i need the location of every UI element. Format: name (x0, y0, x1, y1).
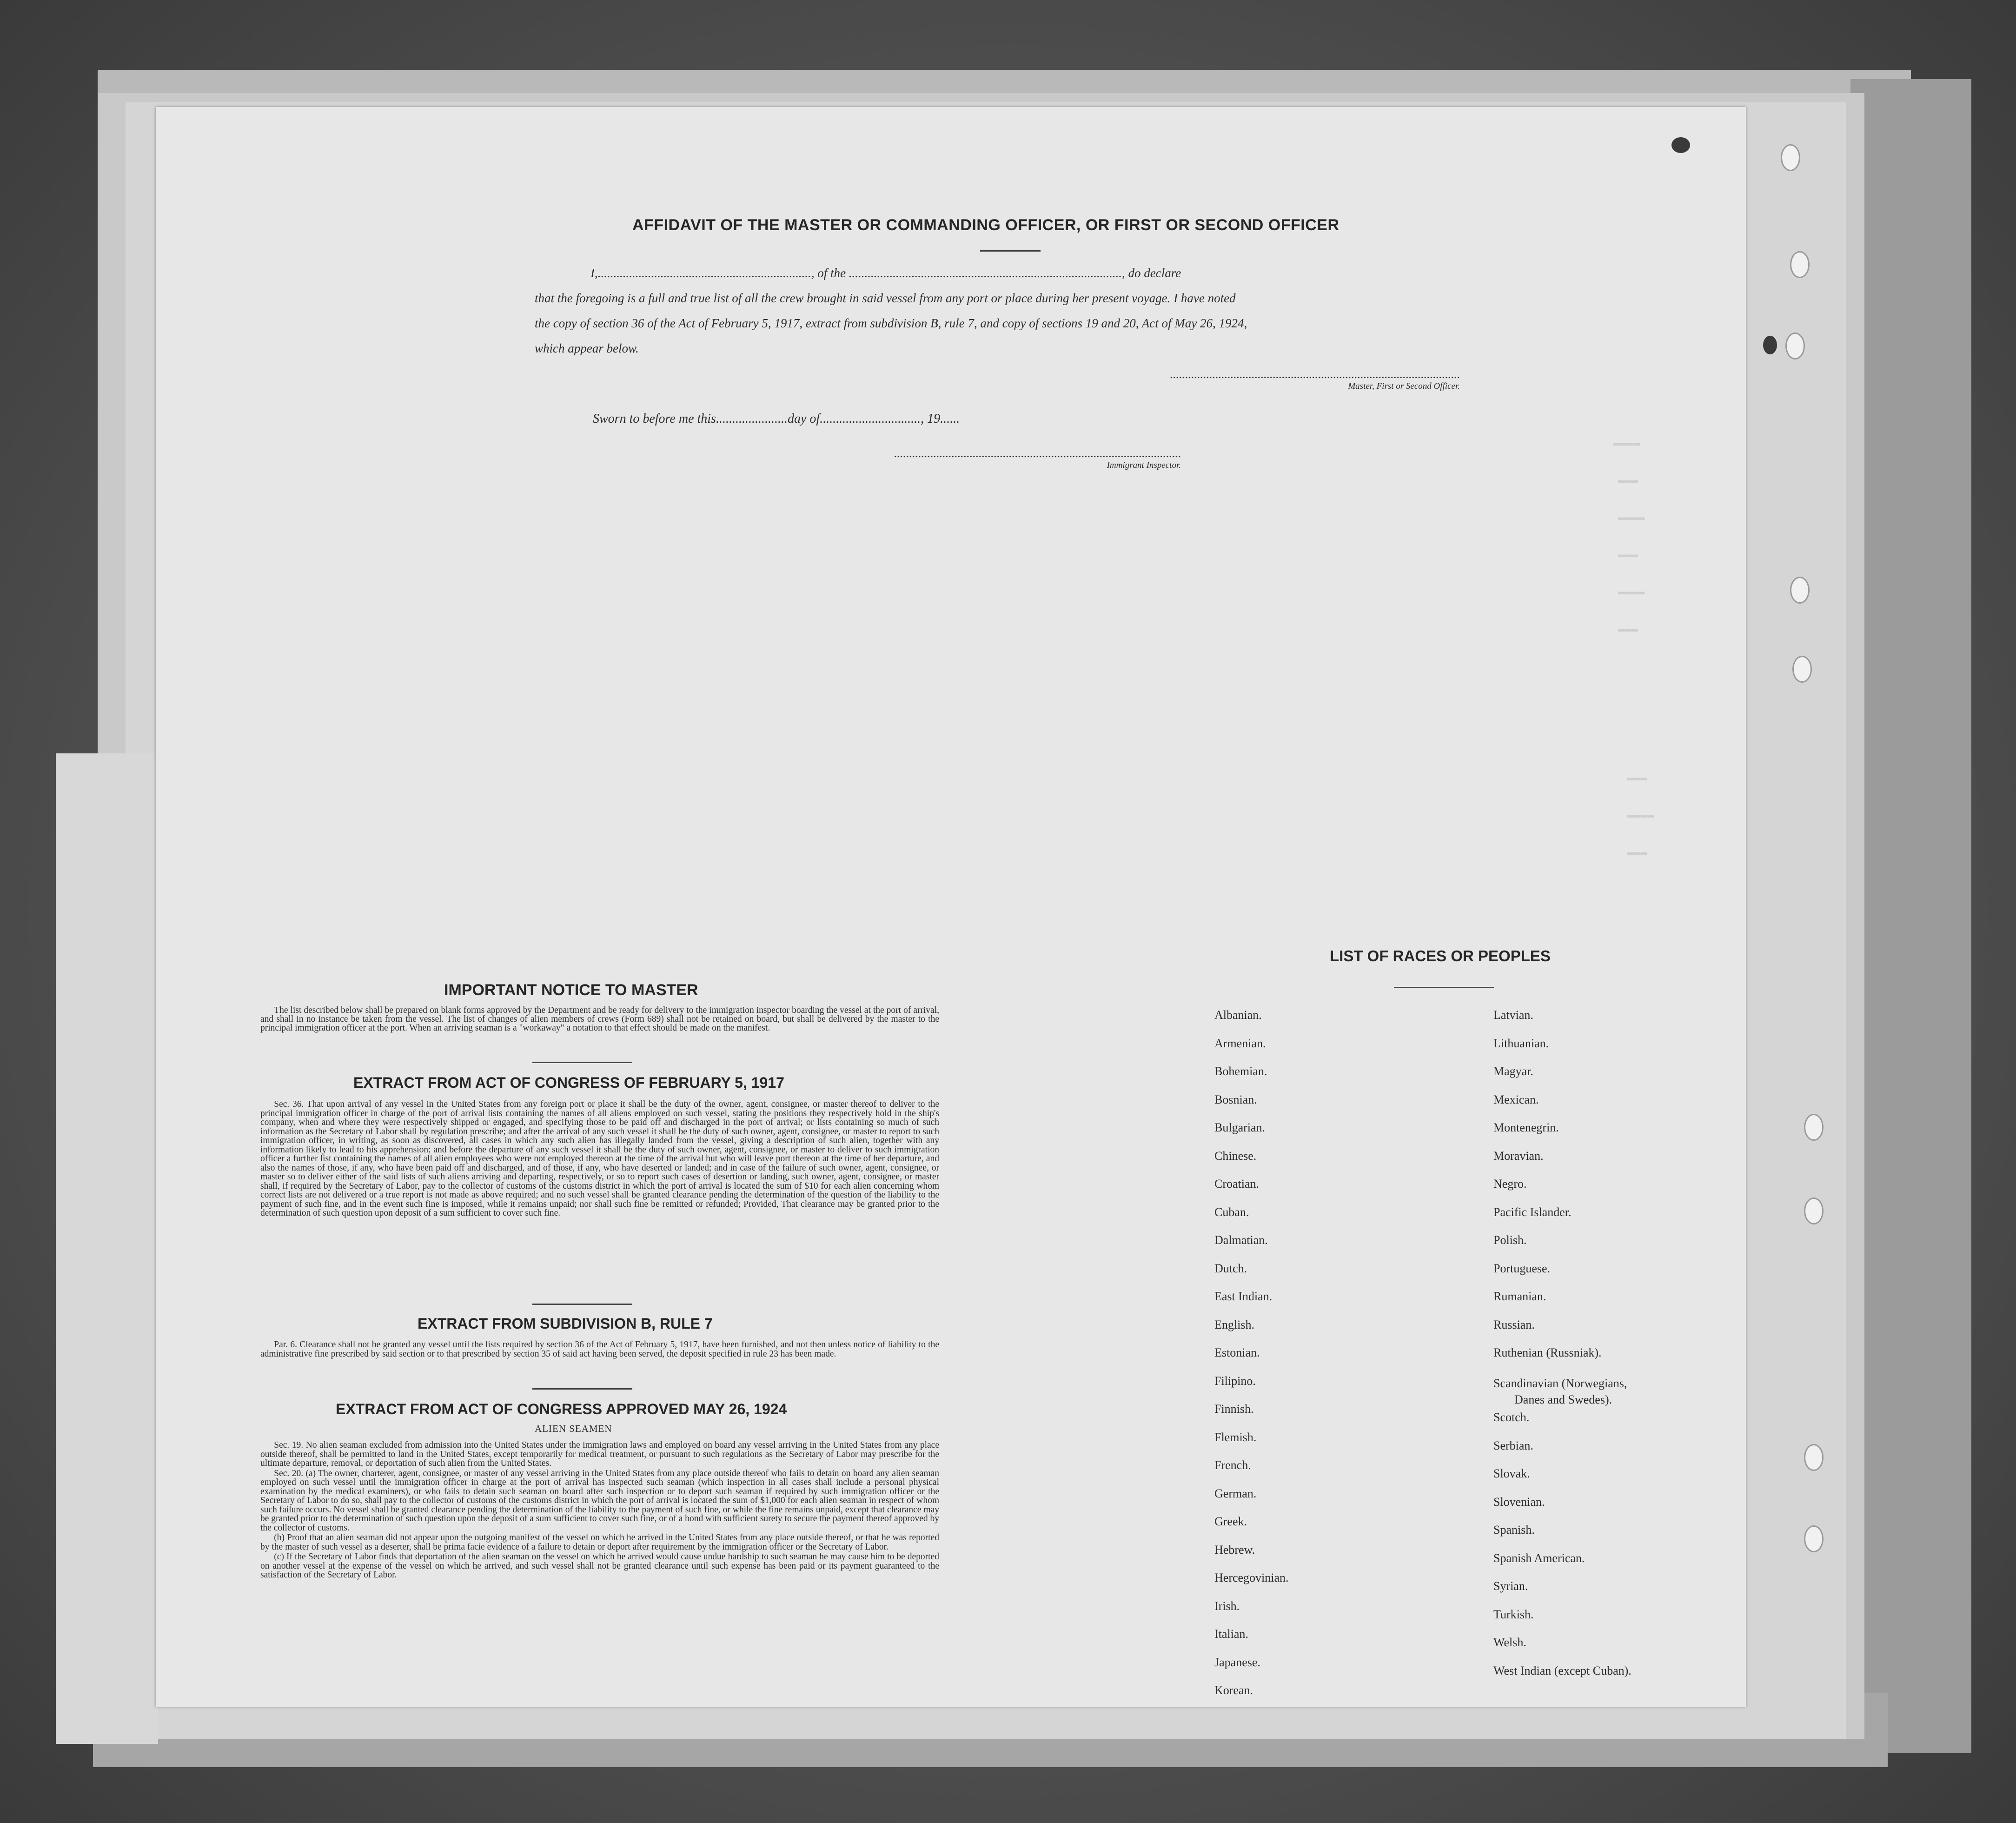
race-item: Negro. (1493, 1177, 1527, 1191)
notice-body: The list described below shall be prepared on blank forms approved by the Department and be ready for delivery to the immigration inspector boarding the vessel at the port of arrival, and shall in no instance be taken from the vessel. The list of changes of alien members of crews (Form 689) shall not be retained on board, but shall be delivered by the master to the principal immigration officer at the port. When an arriving seaman is a "workaway" a notation to that effect should be made on the manifest. (260, 1005, 939, 1033)
race-item: Hercegovinian. (1214, 1571, 1289, 1584)
section-19-text: Sec. 19. No alien seaman excluded from admission into the United States under the immigration laws and employed on board any vessel arriving in the United States from any place outside thereof, shall be permitted to land in the United States, except temporarily for medical treatment, or pursuant to such regulations as the Secretary of Labor may prescribe for the ultimate departure, removal, or deportation of such alien from the United States. (260, 1440, 939, 1468)
subdivision-b-body: Par. 6. Clearance shall not be granted any vessel until the lists required by section 36 of the Act of February 5, 1917, have been furnished, and not then unless notice of liability to the administrative fine prescribed by said section or to that prescribed by section 35 of said act having been served, the deposit specified in rule 23 has been made. (260, 1340, 939, 1359)
race-item: Filipino. (1214, 1374, 1256, 1388)
race-item: Chinese. (1214, 1149, 1257, 1163)
notice-title: IMPORTANT NOTICE TO MASTER (444, 981, 698, 999)
bleed-through-mark: ▬▬▬ (1627, 772, 1648, 785)
race-item: Irish. (1214, 1599, 1240, 1613)
race-item: Pacific Islander. (1493, 1205, 1572, 1219)
extract-1917-title: EXTRACT FROM ACT OF CONGRESS OF FEBRUARY 5, 1917 (353, 1074, 784, 1091)
extract-1924-body (260, 1441, 939, 1581)
race-item: Moravian. (1493, 1149, 1544, 1163)
sworn-statement: Sworn to before me this......................day of..............................., 19...... (593, 412, 960, 426)
signature-line: ............................................................................................... (894, 446, 1181, 460)
race-item: Polish. (1493, 1233, 1527, 1247)
binder-hole (1781, 144, 1800, 171)
race-item: Bulgarian. (1214, 1121, 1266, 1134)
binder-hole (1804, 1114, 1824, 1141)
binder-hole (1804, 1198, 1824, 1224)
signature-line: ................................................................................................ (1170, 367, 1460, 381)
race-item: Albanian. (1214, 1008, 1262, 1022)
subdivision-b-title: EXTRACT FROM SUBDIVISION B, RULE 7 (418, 1315, 713, 1332)
bleed-through-mark: ▬▬▬ (1618, 549, 1638, 561)
binder-hole (1804, 1444, 1824, 1471)
race-item: Estonian. (1214, 1346, 1260, 1359)
race-item: Danes and Swedes). (1514, 1392, 1612, 1406)
race-item: Latvian. (1493, 1008, 1533, 1022)
race-item: East Indian. (1214, 1290, 1273, 1303)
race-item: Hebrew. (1214, 1543, 1255, 1557)
race-item: English. (1214, 1317, 1254, 1331)
extract-1924-title: EXTRACT FROM ACT OF CONGRESS APPROVED MAY 26, 1924 (336, 1401, 787, 1417)
race-item: Dutch. (1214, 1261, 1247, 1275)
title-rule (980, 250, 1041, 252)
affidavit-line: which appear below. (535, 341, 639, 355)
race-item: Korean. (1214, 1683, 1253, 1697)
signature-label: Immigrant Inspector. (1107, 460, 1181, 470)
race-item: Dalmatian. (1214, 1233, 1268, 1247)
race-item: French. (1214, 1458, 1251, 1472)
bleed-through-mark: ▬▬▬▬ (1613, 437, 1640, 450)
bleed-through-mark: ▬▬▬ (1627, 846, 1648, 859)
section-20b-text: (b) Proof that an alien seaman did not appear upon the outgoing manifest of the vessel on which he arrived in the United States from any place outside thereof, or that he was reported by the master of such vessel as a deserter, shall be prima facie evidence of a failure to detain or deport after requirement by the immigration officer or the Secretary of Labor. (260, 1533, 939, 1552)
extract-1924-subtitle: ALIEN SEAMEN (535, 1423, 612, 1434)
section-20c-text: (c) If the Secretary of Labor finds that deportation of the alien seaman on the vessel on which he arrived would cause undue hardship to such seaman he may cause him to be deported on another vessel at the expense of the vessel on which he arrived, and such vessel shall not be granted clearance until such expense has been paid or its payment guaranteed to the satisfaction of the Secretary of Labor. (260, 1552, 939, 1580)
binder-right-edge (1850, 79, 1971, 1753)
race-item: West Indian (except Cuban). (1493, 1663, 1631, 1677)
section-rule (532, 1304, 632, 1305)
affidavit-line: I,...................................................................., of the ......................................................................................., do declare (590, 266, 1181, 280)
race-item: Russian. (1493, 1317, 1535, 1331)
section-20a-text: Sec. 20. (a) The owner, charterer, agent, consignee, or master of any vessel arriving in the United States from any place outside thereof who fails to detain on board any alien seaman employed on such vessel until the immigration officer in charge at the port of arrival has inspected such seaman (which inspection in all cases shall include a personal physical examination by the medical examiners), or who fails to detain such seaman on board after such inspection or to deport such seaman if required by such immigration officer or the Secretary of Labor to do so, shall pay to the collector of customs of the customs district in which the port of arrival is located the sum of $1,000 for each alien seaman in respect of whom such failure occurs. No vessel shall be granted clearance pending the determination of the liability to the payment of such fine, or while the fine remains unpaid, except that clearance may be granted prior to the determination of such question upon the deposit of a sum sufficient to cover such fine, or of a bond with sufficient surety to secure the payment thereof approved by the collector of customs. (260, 1468, 939, 1533)
race-item: Japanese. (1214, 1655, 1260, 1669)
race-item: Finnish. (1214, 1402, 1254, 1416)
ink-blot (1671, 137, 1690, 153)
bleed-through-mark: ▬▬▬ (1618, 623, 1638, 636)
extract-1917-body: Sec. 36. That upon arrival of any vessel in the United States from any foreign port or place it shall be the duty of the owner, agent, consignee, or master thereof to deliver to the principal immigration officer in charge of the port of arrival lists containing the names of all aliens employed on such vessel, stating the positions they respectively hold in the ship's company, when and where they were respectively shipped or engaged, and specifying those to be paid off and discharged in the port of arrival; or lists containing so much of such information as the Secretary of Labor shall by regulation prescribe; and after the arrival of any such vessel it shall be the duty of such owner, agent, consignee, or master to report to such immigration officer, in writing, as soon as discovered, all cases in which any such alien has illegally landed from the vessel, giving a description of such alien, together with any information likely to lead to his apprehension; and before the departure of any such vessel it shall be the duty of such owner, agent, consignee, or master to deliver to such immigration officer a further list containing the names of all alien employees who were not employed thereon at the time of the arrival but who will leave port thereon at the time of her departure, and also the names of those, if any, who have been paid off and discharged, and of those, if any, who have deserted or landed; and in case of the failure of such owner, agent, consignee, or master so to deliver either of the said lists of such aliens arriving and departing, respectively, or so to report such cases of desertion or landing, such owner, agent, consignee, or master shall, if required by the Secretary of Labor, pay to the collector of customs of the customs district in which the port of arrival is located the sum of $10 for each alien concerning whom correct lists are not delivered or a true report is not made as above required; and no such vessel shall be granted clearance pending the determination of the question of the liability to the payment of such fine, and in the event such fine is imposed, while it remains unpaid; nor shall such fine be remitted or refunded; Provided, That clearance may be granted prior to the determination of such question upon deposit of a sum sufficient to cover such fine. (260, 1099, 939, 1218)
race-item: Scotch. (1493, 1410, 1530, 1424)
bleed-through-mark: ▬▬▬▬ (1618, 512, 1645, 524)
race-item: Scandinavian (Norwegians, (1493, 1376, 1627, 1390)
race-item: Spanish. (1493, 1523, 1535, 1537)
race-item: Bohemian. (1214, 1065, 1267, 1078)
bleed-through-mark: ▬▬▬ (1618, 474, 1638, 487)
affidavit-line: the copy of section 36 of the Act of February 5, 1917, extract from subdivision B, rule 7, and copy of sections 19 and 20, Act of May 26, 1924, (535, 316, 1247, 330)
affidavit-title: AFFIDAVIT OF THE MASTER OR COMMANDING OFFICER, OR FIRST OR SECOND OFFICER (632, 216, 1340, 234)
race-item: Montenegrin. (1493, 1121, 1559, 1134)
race-item: Armenian. (1214, 1036, 1266, 1050)
title-rule (1394, 987, 1494, 988)
section-rule (532, 1062, 632, 1063)
race-item: Welsh. (1493, 1636, 1526, 1649)
races-list-title: LIST OF RACES OR PEOPLES (1330, 947, 1551, 965)
ink-blot (1763, 336, 1777, 354)
race-item: Slovak. (1493, 1467, 1530, 1480)
race-item: Bosnian. (1214, 1092, 1257, 1106)
master-signature-block (1004, 367, 1460, 392)
race-item: Portuguese. (1493, 1261, 1551, 1275)
race-item: Croatian. (1214, 1177, 1260, 1191)
race-item: Flemish. (1214, 1430, 1257, 1444)
race-item: Ruthenian (Russniak). (1493, 1346, 1602, 1359)
race-item: Lithuanian. (1493, 1036, 1549, 1050)
binder-hole (1804, 1525, 1824, 1552)
race-item: Cuban. (1214, 1205, 1249, 1219)
race-item: Magyar. (1493, 1065, 1533, 1078)
section-rule (532, 1388, 632, 1390)
bleed-through-mark: ▬▬▬▬ (1618, 586, 1645, 599)
race-item: Greek. (1214, 1515, 1247, 1528)
race-item: Turkish. (1493, 1607, 1534, 1621)
signature-label: Master, First or Second Officer. (1348, 381, 1460, 391)
race-item: Mexican. (1493, 1092, 1539, 1106)
race-item: Italian. (1214, 1627, 1248, 1641)
binder-hole (1792, 656, 1812, 683)
race-item: Spanish American. (1493, 1551, 1585, 1565)
race-item: Slovenian. (1493, 1495, 1545, 1509)
bleed-through-mark: ▬▬▬▬ (1627, 809, 1654, 822)
binder-hole (1790, 251, 1810, 278)
race-item: German. (1214, 1486, 1257, 1500)
race-item: Syrian. (1493, 1579, 1528, 1593)
inspector-signature-block (725, 446, 1181, 471)
affidavit-body (535, 260, 1460, 361)
affidavit-line: that the foregoing is a full and true list of all the crew brought in said vessel from any port or place during her present voyage. I have noted (535, 291, 1236, 305)
underlying-sheet-left (56, 753, 158, 1744)
race-item: Rumanian. (1493, 1290, 1546, 1303)
binder-hole (1790, 577, 1810, 604)
race-item: Serbian. (1493, 1438, 1533, 1452)
binder-hole (1785, 333, 1805, 359)
